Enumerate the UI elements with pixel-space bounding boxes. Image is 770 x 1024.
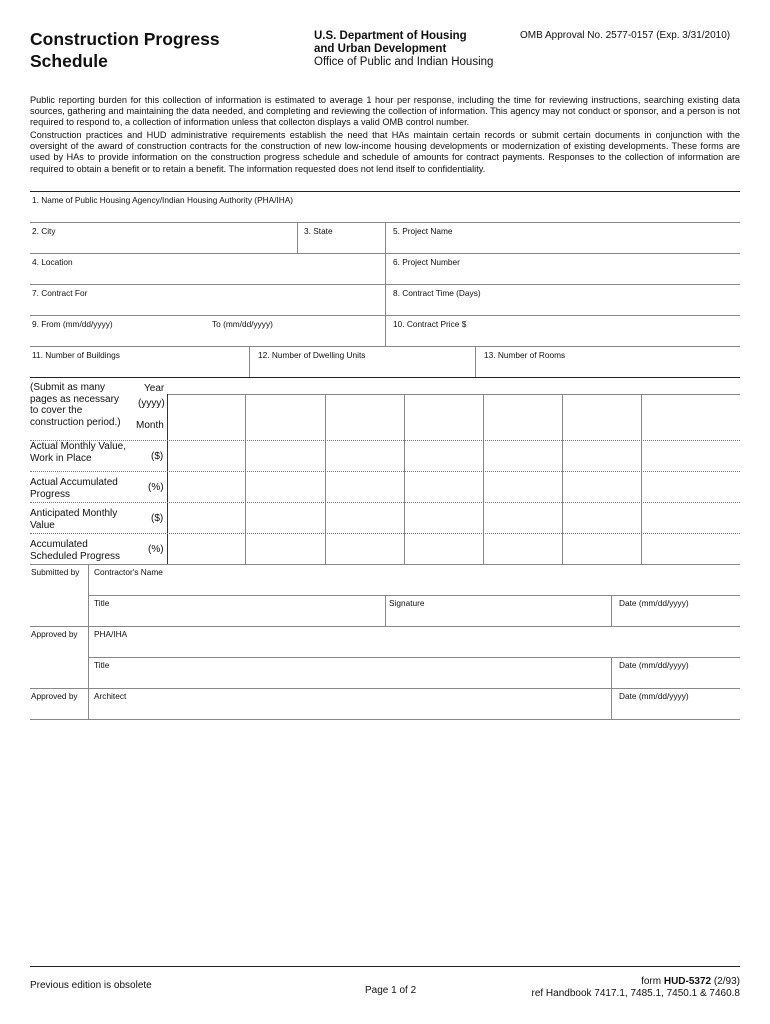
row-divider [30,315,740,316]
architect-label: Architect [94,691,127,701]
schedule-note-line: (Submit as many [30,382,106,393]
form-revision: (2/93) [711,976,740,987]
city-field[interactable] [30,237,297,253]
department-name-line1: U.S. Department of Housing [314,30,467,42]
field-buildings-label: 11. Number of Buildings [32,350,120,360]
form-title [30,28,270,72]
from-date-field[interactable] [30,330,210,346]
architect-field[interactable] [89,702,611,718]
row-divider [30,688,740,689]
field-project-number-label: 6. Project Number [393,257,460,267]
schedule-note-line: pages as necessary [30,393,119,405]
state-field[interactable] [298,237,385,253]
department-name-line2: and Urban Development [314,43,447,55]
form-title-line1: Construction Progress [30,29,220,49]
unit-percent: (%) [148,544,164,555]
pha-name-field[interactable] [30,206,740,222]
field-rooms-label: 13. Number of Rooms [484,350,566,360]
row-label-line: Work in Place [30,452,92,464]
field-contract-price-label: 10. Contract Price $ [393,319,467,329]
architect-date-field[interactable] [612,702,740,718]
field-state-label: 3. State [304,226,333,236]
row-label-line: Scheduled Progress [30,550,121,562]
form-title-line2: Schedule [30,51,108,71]
field-to-date-label: To (mm/dd/yyyy) [212,319,273,329]
row-label-line: Anticipated Monthly [30,508,118,519]
contract-for-field[interactable] [30,299,385,315]
buildings-field[interactable] [30,361,249,377]
handbook-reference: ref Handbook 7417.1, 7485.1, 7450.1 & 7460.8 [531,988,740,999]
section-divider [30,191,740,192]
field-contract-for-label: 7. Contract For [32,288,88,298]
row-divider [30,626,740,627]
page-number: Page 1 of 2 [365,985,417,996]
row-label-line: Value [30,519,55,531]
grid-row-divider [30,533,740,534]
grid-row-divider [30,440,740,441]
month-label: Month [136,420,164,431]
contractor-name-label: Contractor's Name [94,567,163,577]
grid-column-divider [641,394,642,564]
contractor-signature-label: Signature [389,598,425,608]
contract-price-field[interactable] [386,330,740,346]
year-row-top-border [167,394,740,395]
unit-percent: (%) [148,482,164,493]
row-label-accumulated-progress [30,477,118,500]
row-divider [30,719,740,720]
grid-column-divider [325,394,326,564]
purpose-statement: Construction practices and HUD administrative requirements establish the need that HAs maintain certain records or submit certain documents in conjunction with the oversight of the award of construction contracts for the construction of new low-income housing developments or modernization of existing developments. These forms are used by HAs to provide information on the construction progress schedule and schedule of amounts for contract payments. Responses to the collection of information are required to obtain a benefit or to retain a benefit. The information requested does not lend itself to confidentiality. [30,130,740,174]
year-label: Year [144,383,165,394]
pha-title-label: Title [94,660,110,670]
field-project-name-label: 5. Project Name [393,226,453,236]
unit-dollar: ($) [151,513,164,524]
contractor-name-field[interactable] [89,578,740,594]
field-contract-time-label: 8. Contract Time (Days) [393,288,481,298]
contractor-signature-field[interactable] [386,609,611,625]
project-name-field[interactable] [386,237,740,253]
pha-date-label: Date (mm/dd/yyyy) [619,660,689,670]
field-location-label: 4. Location [32,257,73,267]
form-number-bold: HUD-5372 [663,976,712,987]
grid-row-divider [30,471,740,472]
office-name: Office of Public and Indian Housing [314,56,494,68]
approved-by-label: Approved by [31,691,78,701]
grid-row-divider [30,502,740,503]
to-date-field[interactable] [210,330,385,346]
grid-left-border [167,394,168,564]
row-label-line: Accumulated [30,539,88,550]
contractor-date-field[interactable] [612,609,740,625]
footer-divider [30,966,740,967]
form-prefix: form [641,976,664,987]
approved-by-label: Approved by [31,629,78,639]
row-divider [30,346,740,347]
row-divider [30,284,740,285]
row-divider [88,595,740,596]
contractor-title-field[interactable] [89,609,385,625]
row-label-line: Progress [30,488,71,500]
section-divider [30,377,740,378]
dwelling-units-field[interactable] [250,361,475,377]
location-field[interactable] [30,268,385,284]
burden-statement: Public reporting burden for this collection of information is estimated to average 1 hour per response, including the time for reviewing instructions, searching existing data sources, gathering and maintaining the data needed, and completing and reviewing the collection of information. This agency may not conduct or sponsor, and a person is not required to respond to, a collection of information unless that collecton displays a valid OMB control number. [30,95,740,128]
grid-column-divider [483,394,484,564]
grid-bottom-border [30,564,740,565]
row-divider [30,253,740,254]
form-number [641,976,740,988]
row-label-monthly-value [30,441,126,464]
pha-date-field[interactable] [612,671,740,687]
row-label-line: Actual Monthly Value, [30,441,126,452]
omb-approval-number: OMB Approval No. 2577-0157 (Exp. 3/31/2010) [520,30,731,41]
previous-edition-note: Previous edition is obsolete [30,980,152,991]
grid-column-divider [404,394,405,564]
field-dwelling-units-label: 12. Number of Dwelling Units [258,350,366,360]
grid-column-divider [562,394,563,564]
pha-iha-label: PHA/IHA [94,629,128,639]
contractor-date-label: Date (mm/dd/yyyy) [619,598,689,608]
row-label-line: Actual Accumulated [30,477,118,488]
year-format-label: (yyyy) [138,398,165,409]
schedule-note-line: to cover the [30,405,83,416]
grid-column-divider [245,394,246,564]
schedule-note-line: construction period.) [30,416,121,428]
field-from-date-label: 9. From (mm/dd/yyyy) [32,319,113,329]
submitted-by-label: Submitted by [31,567,80,577]
row-label-anticipated-value [30,508,117,531]
schedule-note [30,382,121,428]
rooms-field[interactable] [476,361,740,377]
unit-dollar: ($) [151,451,164,462]
pha-title-field[interactable] [89,671,611,687]
contract-time-field[interactable] [386,299,740,315]
field-pha-name-label: 1. Name of Public Housing Agency/Indian Housing Authority (PHA/IHA) [32,195,294,205]
row-divider [88,657,740,658]
contractor-title-label: Title [94,598,110,608]
project-number-field[interactable] [386,268,740,284]
architect-date-label: Date (mm/dd/yyyy) [619,691,689,701]
pha-iha-field[interactable] [89,640,740,656]
row-label-scheduled-progress [30,539,120,562]
field-city-label: 2. City [32,226,56,236]
